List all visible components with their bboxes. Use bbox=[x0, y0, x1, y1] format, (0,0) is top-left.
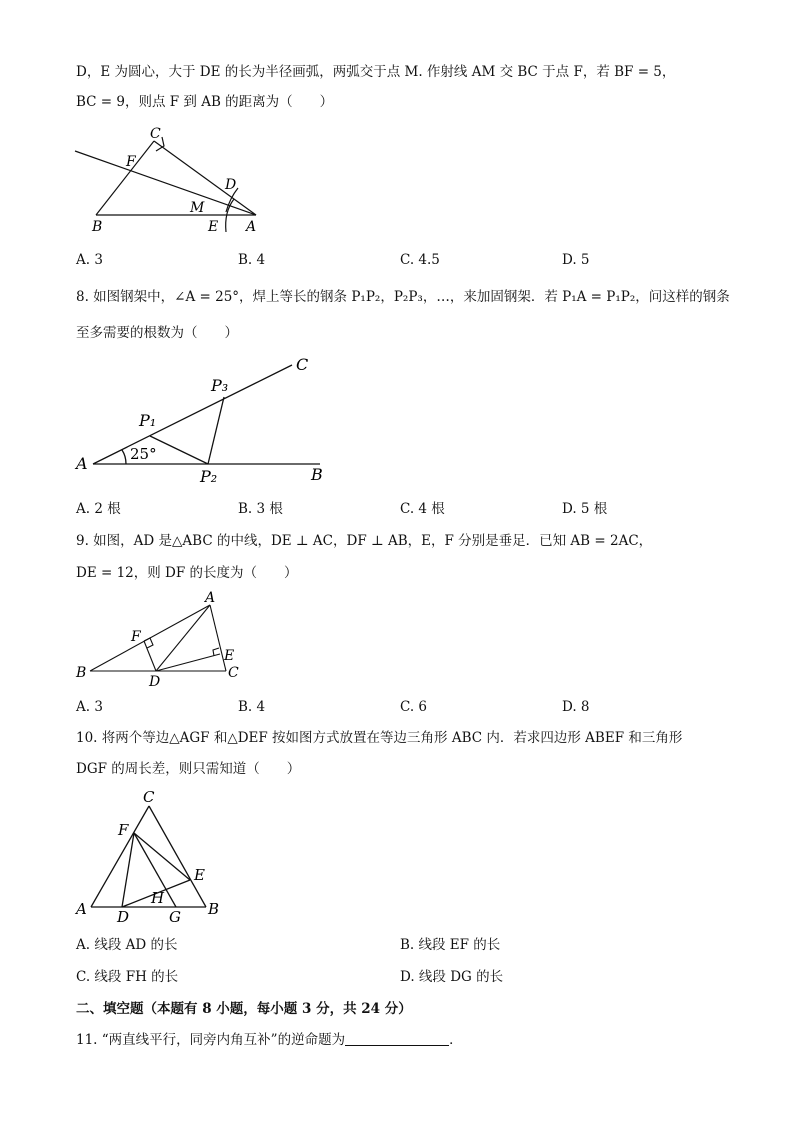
q10-label-e: E bbox=[194, 866, 205, 884]
q10-label-g: G bbox=[169, 908, 181, 926]
q7-option-d[interactable]: D. 5 bbox=[562, 252, 590, 268]
q7-label-e: E bbox=[208, 219, 219, 235]
q9-label-a: A bbox=[205, 590, 216, 606]
q10-label-h: H bbox=[151, 889, 165, 907]
q9-label-f: F bbox=[131, 629, 141, 645]
q9-option-d[interactable]: D. 8 bbox=[562, 699, 590, 715]
q10-text-line1: 10. 将两个等边△AGF 和△DEF 按如图方式放置在等边三角形 ABC 内．若求四边形 ABEF 和三角形 bbox=[76, 730, 683, 746]
q7-label-f: F bbox=[126, 154, 136, 170]
q8-text-line2: 至多需要的根数为（ ） bbox=[76, 325, 238, 341]
q7-text-line1: D，E 为圆心，大于 DE 的长为半径画弧，两弧交于点 M. 作射线 AM 交 BC 于点 F，若 BF = 5， bbox=[76, 64, 676, 80]
q9-text-line2: DE = 12，则 DF 的长度为（ ） bbox=[76, 565, 298, 581]
q7-option-c[interactable]: C. 4.5 bbox=[400, 252, 440, 268]
q10-label-d: D bbox=[117, 908, 130, 926]
q8-label-c: C bbox=[296, 355, 309, 374]
q8-option-a[interactable]: A. 2 根 bbox=[76, 501, 121, 517]
q9-line-df bbox=[144, 641, 156, 671]
q8-line-ac bbox=[93, 365, 292, 464]
q8-label-b: B bbox=[311, 465, 323, 484]
q10-option-b[interactable]: B. 线段 EF 的长 bbox=[400, 937, 501, 953]
q7-option-b[interactable]: B. 4 bbox=[238, 252, 266, 268]
q7-text-line2: BC = 9，则点 F 到 AB 的距离为（ ） bbox=[76, 94, 334, 110]
q9-option-a[interactable]: A. 3 bbox=[76, 699, 103, 715]
q10-label-b: B bbox=[208, 900, 220, 918]
q10-label-f: F bbox=[118, 821, 129, 839]
q7-line-ca bbox=[154, 141, 256, 215]
q10-line-fd bbox=[122, 833, 134, 907]
q8-bar-p2p3 bbox=[208, 397, 224, 464]
q8-label-p3: P₃ bbox=[211, 376, 229, 395]
q7-option-a[interactable]: A. 3 bbox=[76, 252, 103, 268]
q8-option-d[interactable]: D. 5 根 bbox=[562, 501, 608, 517]
section-heading-fill-in: 二、填空题（本题有 8 小题，每小题 3 分，共 24 分） bbox=[76, 1001, 412, 1017]
q7-label-d: D bbox=[225, 177, 237, 193]
q11-text bbox=[76, 1031, 463, 1049]
q10-label-a: A bbox=[76, 900, 87, 918]
q9-label-c: C bbox=[228, 665, 239, 681]
q7-label-m: M bbox=[190, 200, 205, 216]
q9-option-c[interactable]: C. 6 bbox=[400, 699, 428, 715]
q8-label-a: A bbox=[76, 454, 88, 473]
q8-angle-arc bbox=[122, 450, 126, 464]
q10-option-c[interactable]: C. 线段 FH 的长 bbox=[76, 969, 179, 985]
q7-label-a: A bbox=[246, 219, 257, 235]
q7-line-bc bbox=[96, 141, 154, 215]
q8-angle-label: 25° bbox=[130, 445, 157, 463]
q8-label-p1: P₁ bbox=[139, 411, 157, 430]
q10-label-c: C bbox=[143, 788, 155, 806]
q11-end-mark: ． bbox=[449, 1032, 463, 1048]
q8-option-b[interactable]: B. 3 根 bbox=[238, 501, 283, 517]
q9-line-ad bbox=[156, 605, 210, 671]
q7-label-b: B bbox=[92, 219, 103, 235]
q9-option-b[interactable]: B. 4 bbox=[238, 699, 266, 715]
q9-label-d: D bbox=[149, 674, 161, 690]
q10-line-fe bbox=[134, 833, 190, 880]
q9-label-b: B bbox=[76, 665, 87, 681]
q10-option-d[interactable]: D. 线段 DG 的长 bbox=[400, 969, 504, 985]
q11-prompt: 11. “两直线平行，同旁内角互补”的逆命题为 bbox=[76, 1032, 346, 1048]
q8-label-p2: P₂ bbox=[200, 467, 218, 486]
q10-text-line2: DGF 的周长差，则只需知道（ ） bbox=[76, 761, 301, 777]
q8-option-c[interactable]: C. 4 根 bbox=[400, 501, 445, 517]
q9-text-line1: 9. 如图，AD 是△ABC 的中线，DE ⊥ AC，DF ⊥ AB，E，F 分别是垂足．已知 AB = 2AC， bbox=[76, 533, 653, 549]
q8-bar-p1p2 bbox=[150, 436, 208, 464]
q9-line-de bbox=[156, 654, 220, 671]
q11-answer-blank[interactable] bbox=[345, 1032, 449, 1046]
q8-text-line1: 8. 如图钢架中，∠A = 25°，焊上等长的钢条 P₁P₂，P₂P₃，…，来加固钢架．若 P₁A = P₁P₂，问这样的钢条 bbox=[76, 289, 730, 305]
q10-option-a[interactable]: A. 线段 AD 的长 bbox=[76, 937, 178, 953]
q7-label-c: C bbox=[150, 126, 161, 142]
q9-label-e: E bbox=[224, 648, 235, 664]
